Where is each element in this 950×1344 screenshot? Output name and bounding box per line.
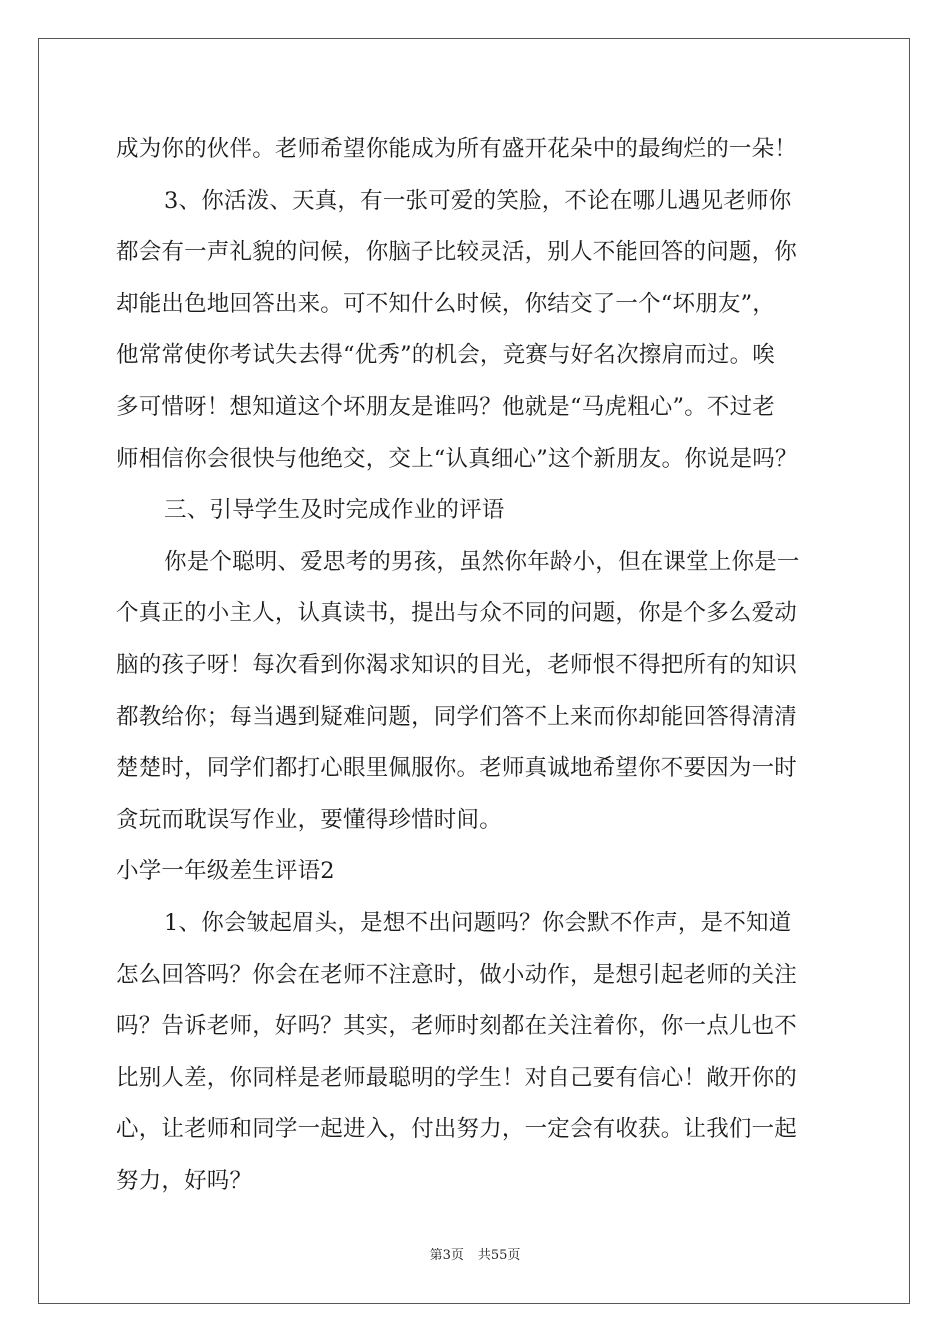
page-number: 第3页 [429, 1248, 464, 1263]
text-line: 师相信你会很快与他绝交，交上“认真细心”这个新朋友。你说是吗？ [116, 445, 798, 472]
text-line: 怎么回答吗？你会在老师不注意时，做小动作，是想引起老师的关注 [116, 961, 798, 988]
page-footer [0, 1244, 950, 1263]
text-line: 1、你会皱起眉头，是想不出问题吗？你会默不作声，是不知道 [164, 909, 792, 936]
text-line: 个真正的小主人，认真读书，提出与众不同的问题，你是个多么爱动 [116, 600, 798, 627]
document-body [116, 124, 836, 1207]
text-line: 努力，好吗？ [116, 1167, 253, 1194]
section-title: 小学一年级差生评语2 [116, 858, 335, 885]
text-line: 贪玩而耽误写作业，要懂得珍惜时间。 [116, 806, 502, 833]
text-line: 都教给你；每当遇到疑难问题，同学们答不上来而你却能回答得清清 [116, 703, 798, 730]
text-line: 比别人差，你同样是老师最聪明的学生！对自己要有信心！敞开你的 [116, 1064, 798, 1091]
text-line: 楚楚时，同学们都打心眼里佩服你。老师真诚地希望你不要因为一时 [116, 755, 798, 782]
text-line: 都会有一声礼貌的问候，你脑子比较灵活，别人不能回答的问题，你 [116, 239, 798, 266]
text-line: 你是个聪明、爱思考的男孩，虽然你年龄小，但在课堂上你是一 [164, 548, 800, 575]
section-heading: 三、引导学生及时完成作业的评语 [164, 497, 505, 524]
text-line: 他常常使你考试失去得“优秀”的机会，竞赛与好名次擦肩而过。唉 [116, 342, 776, 369]
text-line: 心，让老师和同学一起进入，付出努力，一定会有收获。让我们一起 [116, 1116, 798, 1143]
text-line: 多可惜呀！想知道这个坏朋友是谁吗？他就是“马虎粗心”。不过老 [116, 393, 776, 420]
page-total: 共55页 [477, 1248, 521, 1263]
text-line: 吗？告诉老师，好吗？其实，老师时刻都在关注着你，你一点儿也不 [116, 1013, 798, 1040]
text-line: 脑的孩子呀！每次看到你渴求知识的目光，老师恨不得把所有的知识 [116, 651, 798, 678]
text-line: 成为你的伙伴。老师希望你能成为所有盛开花朵中的最绚烂的一朵！ [116, 136, 798, 162]
text-line: 却能出色地回答出来。可不知什么时候，你结交了一个“坏朋友”， [116, 290, 776, 317]
text-line: 3、你活泼、天真，有一张可爱的笑脸，不论在哪儿遇见老师你 [164, 187, 792, 214]
